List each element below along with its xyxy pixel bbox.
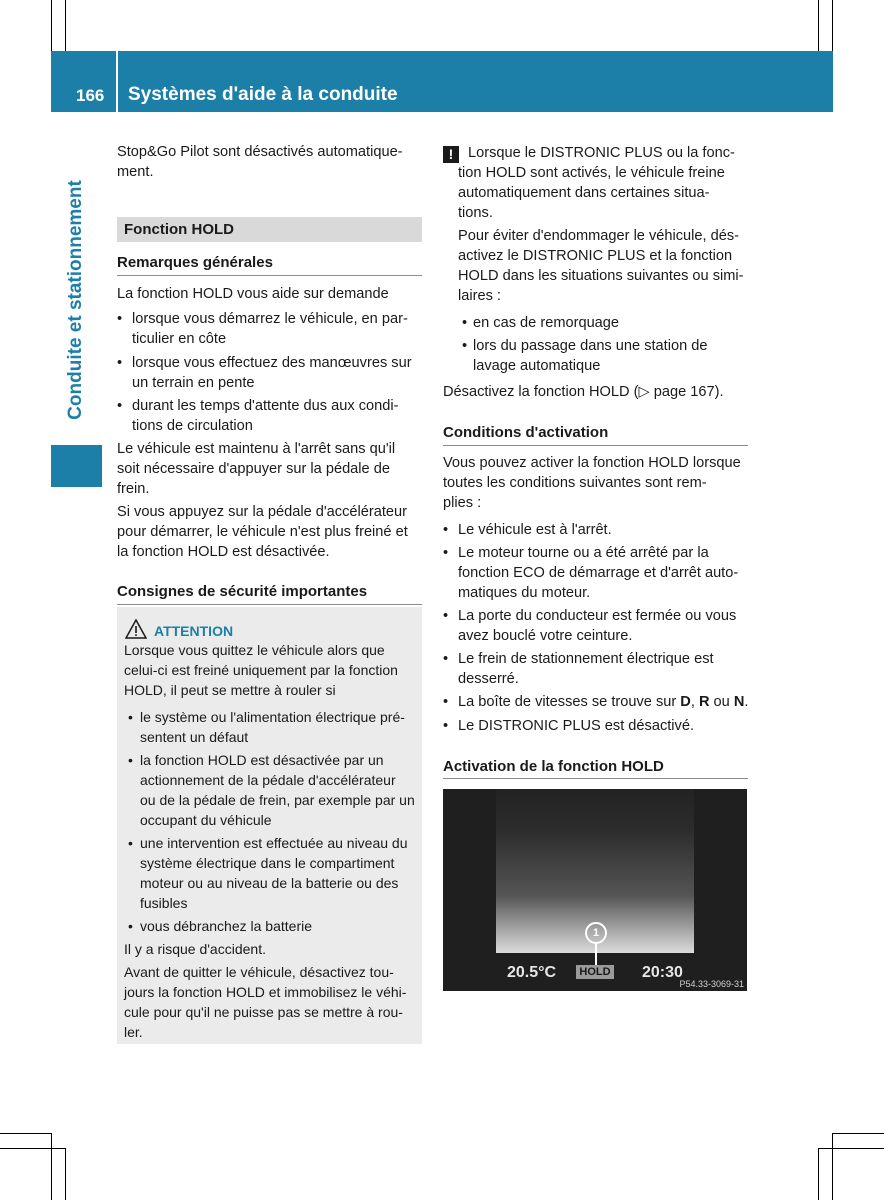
right-column [443,0,749,1200]
warning-line: ler. [124,1024,143,1040]
warning-bullet-text: une intervention est effectuée au niveau du [140,835,408,851]
gear-sep: , [690,694,699,710]
bullet-dot: • [128,918,133,934]
crop-mark [0,1133,51,1134]
side-tab-label: Conduite et stationnement [65,180,86,420]
notice-line: automatiquement dans certaines situa- [458,185,710,201]
warning-triangle-icon [125,619,147,639]
heading-conditions: Conditions d'activation [443,424,609,441]
notice-icon: ! [443,146,459,163]
display-temperature: 20.5°C [507,964,557,981]
warning-bullet-text: la fonction HOLD est désactivée par un [140,752,384,768]
warning-bullet-text: actionnement de la pédale d'accélérateur [140,772,396,788]
warning-bullet-text: système électrique dans le compartiment [140,855,395,871]
heading-activation: Activation de la fonction HOLD [443,758,664,775]
warning-risk: Il y a risque d'accident. [124,941,266,957]
bullet-dot: • [443,608,449,624]
warning-bullet-text: moteur ou au niveau de la batterie ou des [140,875,399,891]
warning-line: cule pour qu'il ne puisse pas se mettre à rou- [124,1004,403,1020]
warning-line: celui-ci est freiné uniquement par la fonction [124,662,398,678]
bullet-dot: • [443,545,449,561]
bullet-text: Le frein de stationnement électrique est [458,651,714,667]
bullet-dot: • [443,718,449,734]
bullet-dot: • [443,651,449,667]
gear-sep: ou [709,694,734,710]
crop-mark [51,1133,52,1200]
bullet-text-gear [458,692,748,712]
crop-mark [51,0,52,51]
crop-mark [832,1133,884,1134]
paragraph-line: toutes les conditions suivantes sont rem- [443,475,707,491]
paragraph-line: pour démarrer, le véhicule n'est plus freiné et [117,524,408,540]
crop-mark [832,1133,833,1200]
bullet-dot: • [128,835,133,851]
crop-mark [818,0,819,51]
bullet-dot: • [117,355,123,371]
figure-reference: P54.33-3069-31 [679,979,744,989]
bullet-text: durant les temps d'attente dus aux condi- [132,398,399,414]
paragraph: La fonction HOLD vous aide sur demande [117,286,389,302]
bullet-text: desserré. [458,671,519,687]
callout-marker: 1 [585,922,607,944]
notice-paragraph: laires : [458,288,501,304]
warning-line: Avant de quitter le véhicule, désactivez tou- [124,964,394,980]
warning-bullet-text: fusibles [140,895,188,911]
heading-rule [443,778,748,779]
bullet-dot: • [462,338,468,354]
crop-mark [0,1148,65,1149]
bullet-text: avez bouclé votre ceinture. [458,628,633,644]
notice-paragraph: HOLD dans les situations suivantes ou simi- [458,268,744,284]
bullet-text: Le DISTRONIC PLUS est désactivé. [458,718,695,734]
heading-rule [117,275,422,276]
notice-paragraph: Pour éviter d'endommager le véhicule, dés- [458,228,740,244]
warning-bullet-text: vous débranchez la batterie [140,918,312,934]
gear-suffix: . [744,694,749,710]
display-time: 20:30 [642,964,683,981]
crop-mark [818,1148,819,1200]
gear-n: N [733,694,745,710]
paragraph-line: Si vous appuyez sur la pédale d'accélérateur [117,504,407,520]
bullet-dot: • [443,694,449,710]
warning-bullet-text: le système ou l'alimentation électrique pré- [140,709,405,725]
bullet-dot: • [117,311,123,327]
paragraph-line: frein. [117,481,150,497]
notice-line: tions. [458,205,493,221]
bullet-text: fonction ECO de démarrage et d'arrêt auto- [458,565,739,581]
warning-line: jours la fonction HOLD et immobilisez le véhi- [124,984,407,1000]
bullet-dot: • [128,752,133,768]
heading-remarques: Remarques générales [117,254,273,271]
left-column [117,0,423,1200]
gear-prefix: La boîte de vitesses se trouve sur [458,694,681,710]
bullet-text: un terrain en pente [132,375,255,391]
paragraph-line: plies : [443,495,482,511]
paragraph-line: la fonction HOLD est désactivée. [117,544,330,560]
warning-box [117,607,422,1044]
bullet-text: lorsque vous effectuez des manœuvres sur [132,355,412,371]
warning-line: HOLD, il peut se mettre à rouler si [124,682,336,698]
paragraph-line: soit nécessaire d'appuyer sur la pédale de [117,461,390,477]
section-title [117,217,422,242]
bullet-dot: • [117,398,123,414]
bullet-text: matiques du moteur. [458,585,591,601]
paragraph-line: Vous pouvez activer la fonction HOLD lorsque [443,455,741,471]
crop-mark [832,0,833,51]
warning-line: Lorsque vous quittez le véhicule alors que [124,642,385,658]
callout-line [595,944,597,966]
gear-r: R [698,694,710,710]
notice-line: Lorsque le DISTRONIC PLUS ou la fonc- [468,145,735,161]
paragraph-line: Le véhicule est maintenu à l'arrêt sans qu'il [117,441,396,457]
bullet-text: La porte du conducteur est fermée ou vous [458,608,737,624]
heading-rule [117,604,422,605]
bullet-text: lorsque vous démarrez le véhicule, en par- [132,311,408,327]
bullet-text: tions de circulation [132,418,253,434]
intro-line: Stop&Go Pilot sont désactivés automatique- [117,144,403,160]
warning-bullet-text: sentent un défaut [140,729,249,745]
notice-paragraph: activez le DISTRONIC PLUS et la fonction [458,248,733,264]
warning-label: ATTENTION [154,623,234,639]
notice-bullet-text: lors du passage dans une station de [473,338,708,354]
crop-mark [65,0,66,51]
bullet-text: Le moteur tourne ou a été arrêté par la [458,545,709,561]
bullet-dot: • [443,522,449,538]
section-title-text: Fonction HOLD [124,221,234,238]
gear-d: D [680,694,691,710]
heading-consignes: Consignes de sécurité importantes [117,583,368,600]
warning-bullet-text: occupant du véhicule [140,812,272,828]
hold-indicator: HOLD [576,965,614,979]
bullet-text: Le véhicule est à l'arrêt. [458,522,612,538]
heading-rule [443,445,748,446]
notice-line: tion HOLD sont activés, le véhicule freine [458,165,725,181]
side-tab-marker [51,445,102,487]
crop-mark [818,1148,884,1149]
hold-display-image [443,789,747,991]
notice-bullet-text: lavage automatique [473,358,601,374]
bullet-text: ticulier en côte [132,331,227,347]
bullet-dot: • [128,709,133,725]
notice-bullet-text: en cas de remorquage [473,315,620,331]
page-number: 166 [76,86,105,105]
warning-bullet-text: ou de la pédale de frein, par exemple par un [140,792,415,808]
crop-mark [65,1148,66,1200]
page-reference-link[interactable]: Désactivez la fonction HOLD (▷ page 167). [443,384,724,400]
intro-line: ment. [117,164,154,180]
bullet-dot: • [462,315,468,331]
chapter-title: Systèmes d'aide à la conduite [128,84,398,105]
